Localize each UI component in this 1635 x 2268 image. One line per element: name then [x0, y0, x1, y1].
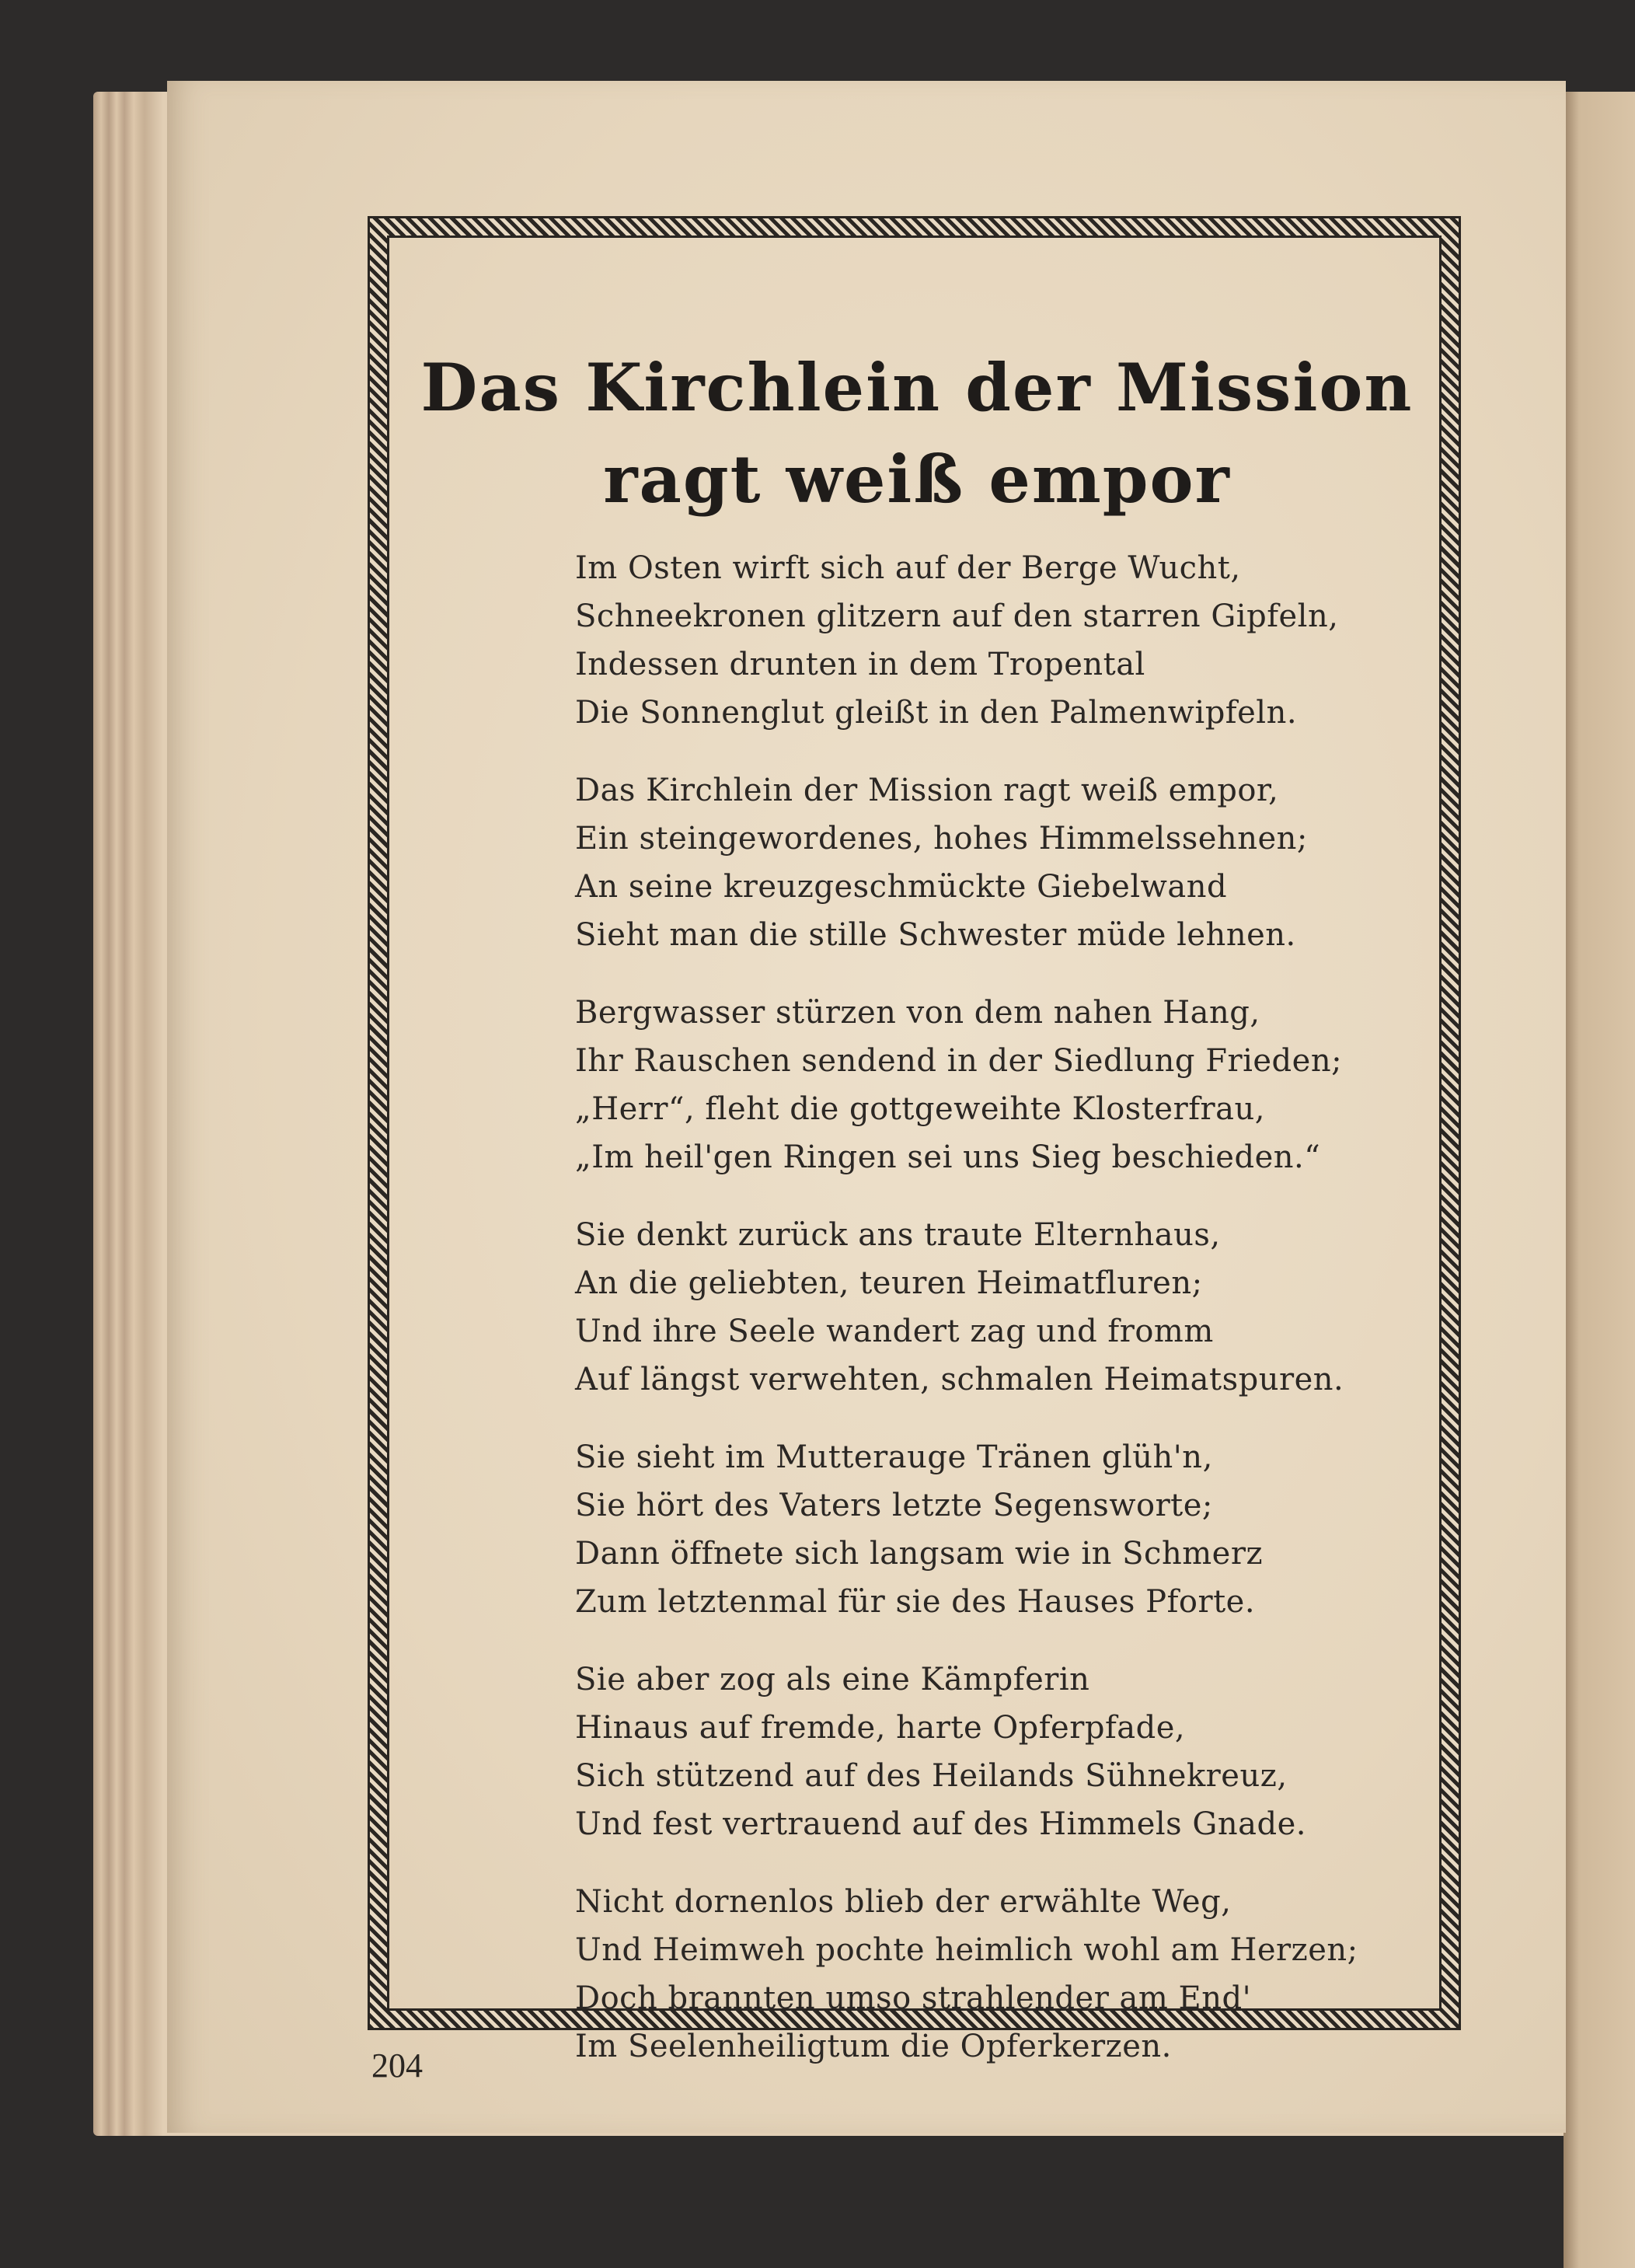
- poem-line: Dann öffnete sich langsam wie in Schmerz: [575, 1536, 1264, 1572]
- stanza: [575, 544, 1430, 737]
- page-number: 204: [371, 2046, 423, 2085]
- poem-line: Im Osten wirft sich auf der Berge Wucht,: [575, 550, 1241, 586]
- poem-line: Die Sonnenglut gleißt in den Palmenwipfeln.: [575, 695, 1298, 731]
- poem-line: Sich stützend auf des Heilands Sühnekreuz,: [575, 1758, 1288, 1794]
- poem-line: An seine kreuzgeschmückte Giebelwand: [575, 869, 1228, 905]
- poem-line: Doch brannten umso strahlender am End': [575, 1980, 1252, 2016]
- poem-line: Und ihre Seele wandert zag und fromm: [575, 1314, 1214, 1349]
- poem-line: Bergwasser stürzen von dem nahen Hang,: [575, 995, 1260, 1031]
- poem-line: „Herr“, fleht die gottgeweihte Klosterfrau,: [575, 1091, 1265, 1127]
- poem-line: Ein steingewordenes, hohes Himmelssehnen;: [575, 821, 1308, 857]
- poem-line: Sie denkt zurück ans traute Elternhaus,: [575, 1217, 1221, 1253]
- poem-line: Schneekronen glitzern auf den starren Gipfeln,: [575, 598, 1339, 634]
- stanza: [575, 1878, 1430, 2071]
- stanza: [575, 989, 1430, 1181]
- poem-line: „Im heil'gen Ringen sei uns Sieg beschieden.“: [575, 1139, 1321, 1175]
- poem-line: Und fest vertrauend auf des Himmels Gnade.: [575, 1806, 1306, 1842]
- stanza: [575, 1656, 1430, 1848]
- poem-line: An die geliebten, teuren Heimatfluren;: [575, 1265, 1203, 1301]
- poem-line: Nicht dornenlos blieb der erwählte Weg,: [575, 1884, 1232, 1920]
- poem-line: Sieht man die stille Schwester müde lehnen.: [575, 917, 1296, 953]
- stanza: [575, 766, 1430, 959]
- poem-line: Ihr Rauschen sendend in der Siedlung Frieden;: [575, 1043, 1343, 1079]
- poem-title: [404, 342, 1430, 525]
- poem-line: Sie sieht im Mutterauge Tränen glüh'n,: [575, 1439, 1213, 1475]
- poem-body: [575, 544, 1430, 2100]
- poem-line: Hinaus auf fremde, harte Opferpfade,: [575, 1710, 1186, 1746]
- stanza: [575, 1211, 1430, 1404]
- poem-line: Sie hört des Vaters letzte Segensworte;: [575, 1488, 1213, 1523]
- title-line-2: ragt weiß empor: [603, 441, 1231, 518]
- poem-line: Das Kirchlein der Mission ragt weiß empor,: [575, 773, 1279, 808]
- stanza: [575, 1433, 1430, 1626]
- facing-page-edge: [1564, 92, 1635, 2268]
- poem-line: Und Heimweh pochte heimlich wohl am Herzen;: [575, 1932, 1358, 1968]
- poem-line: Sie aber zog als eine Kämpferin: [575, 1662, 1090, 1698]
- poem-line: Zum letztenmal für sie des Hauses Pforte.: [575, 1584, 1256, 1620]
- poem-line: Auf längst verwehten, schmalen Heimatspuren.: [575, 1362, 1344, 1397]
- poem-line: Im Seelenheiligtum die Opferkerzen.: [575, 2029, 1172, 2064]
- title-line-1: Das Kirchlein der Mission: [420, 349, 1414, 426]
- poem-line: Indessen drunten in dem Tropental: [575, 647, 1145, 682]
